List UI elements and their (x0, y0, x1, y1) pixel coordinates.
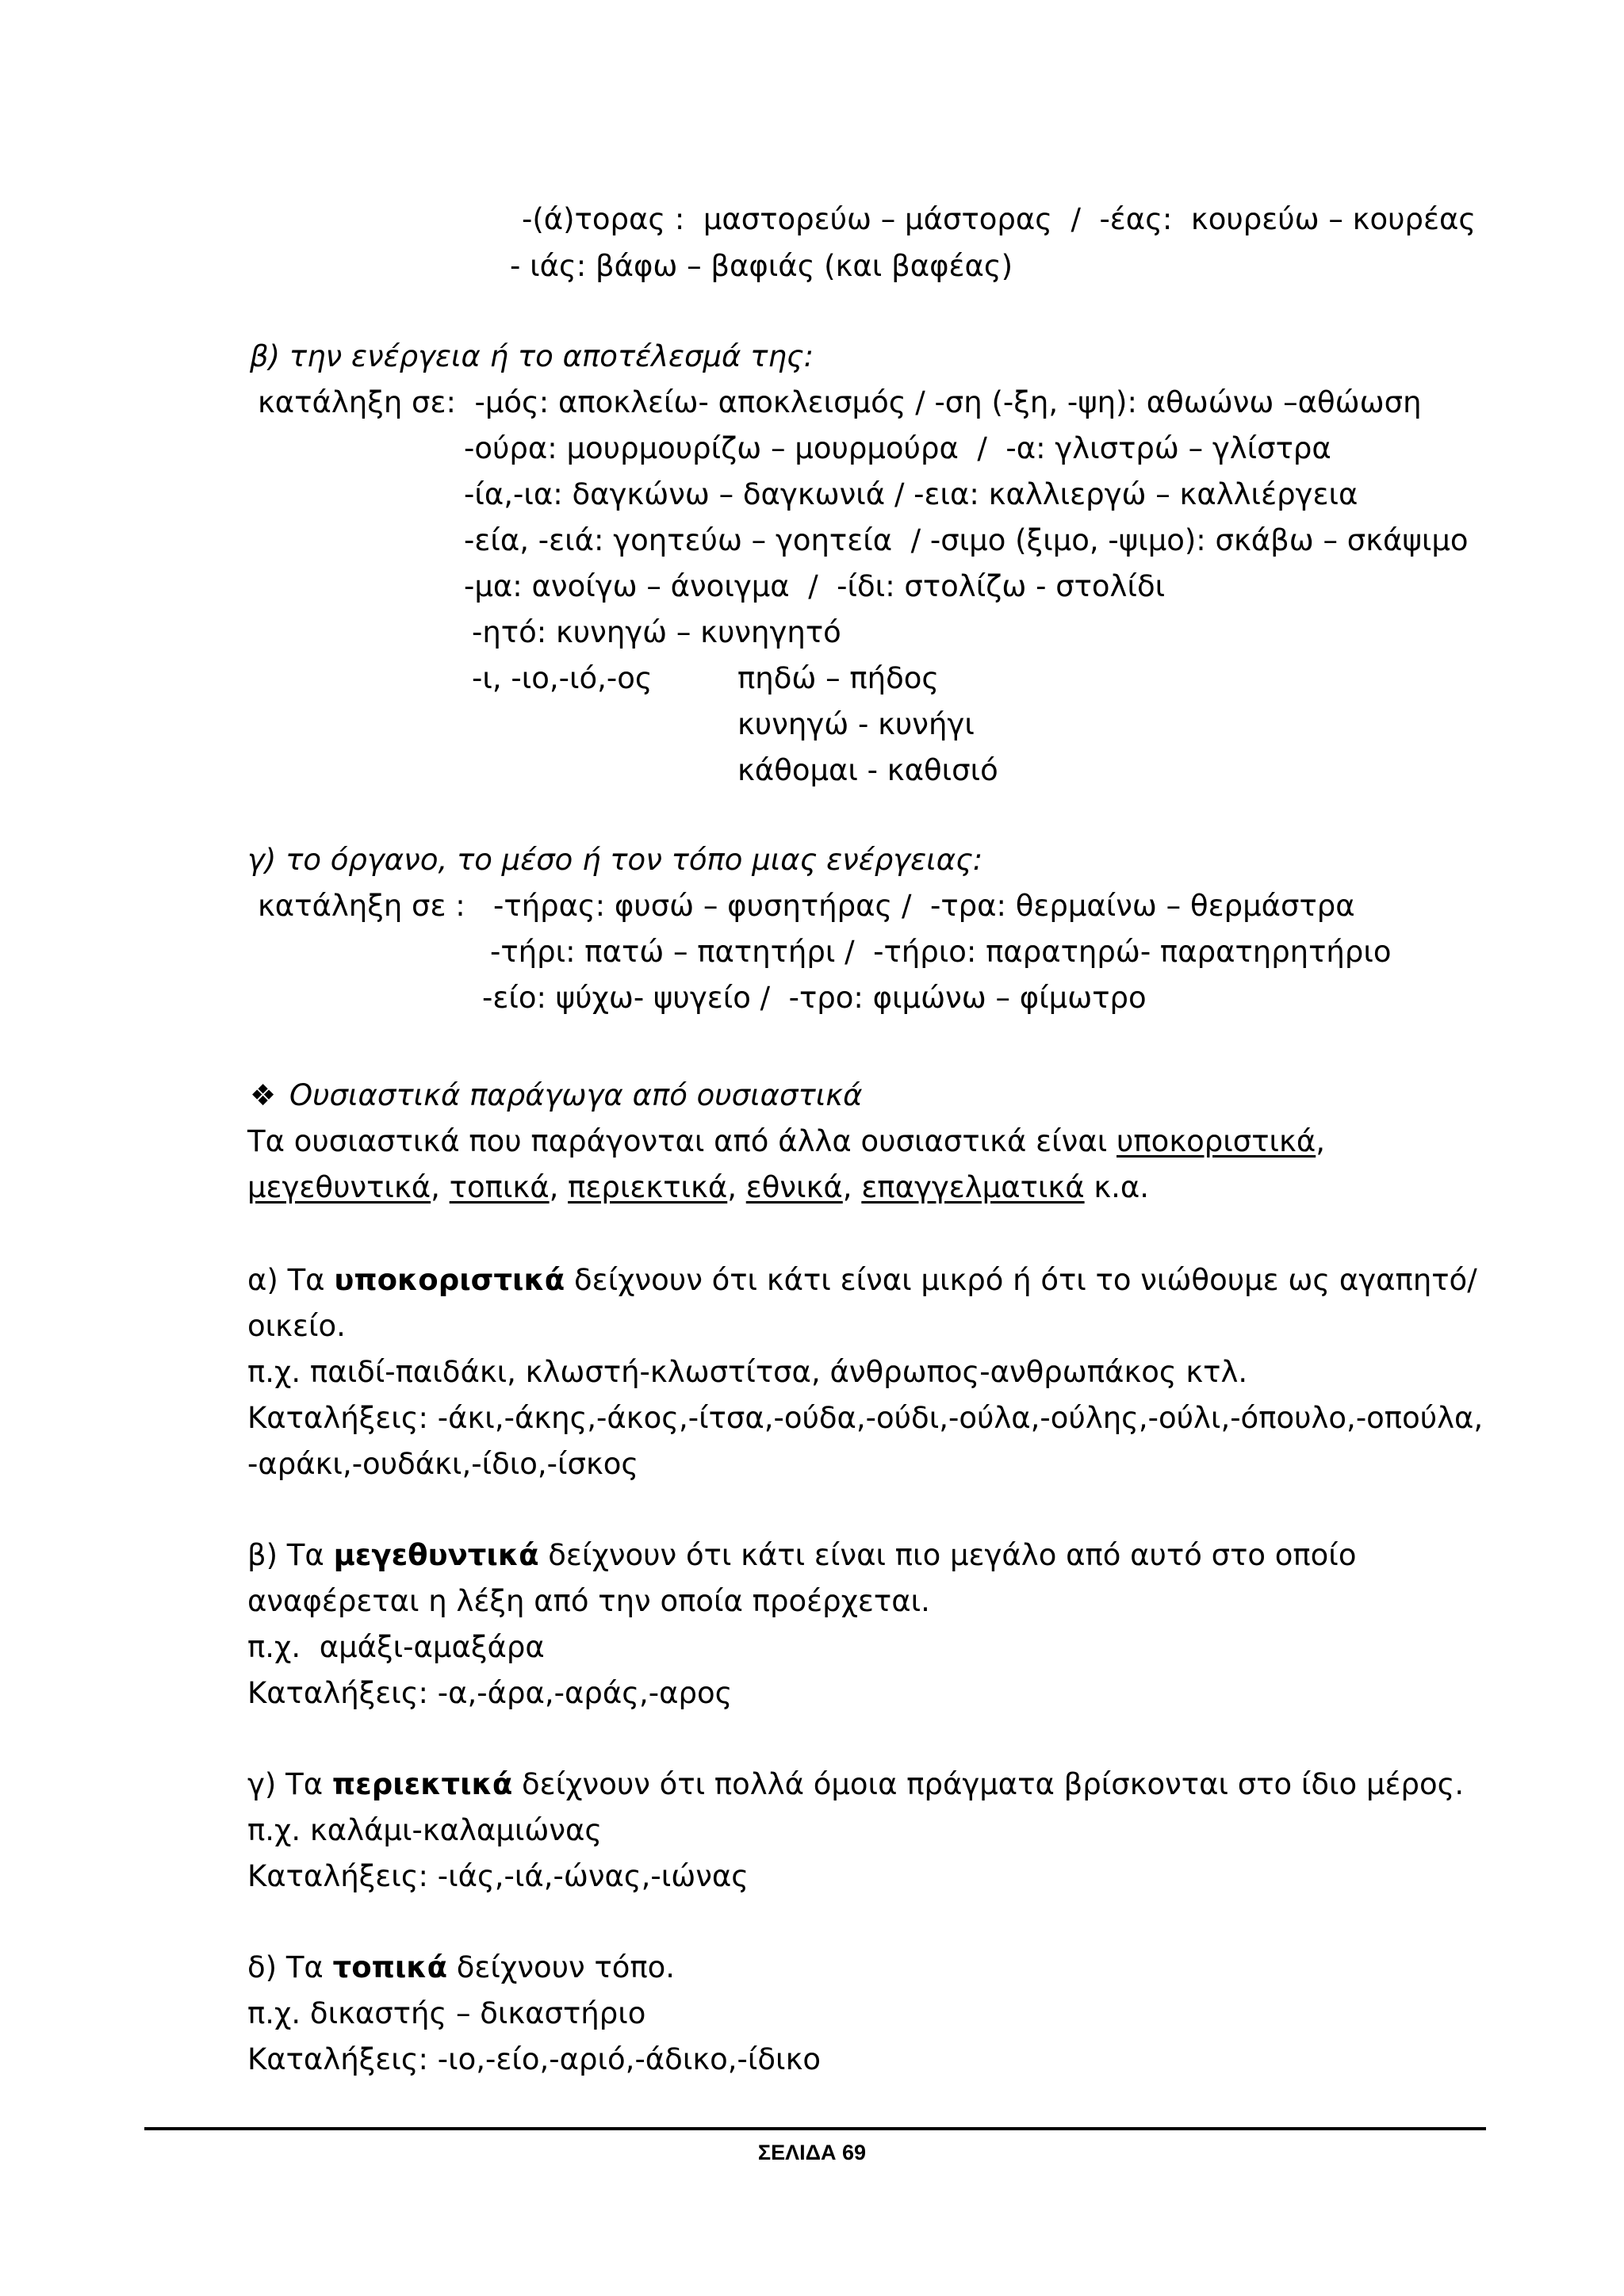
term-local-bold: τοπικά (332, 1950, 448, 1984)
section-b-line-6: -ητό: κυνηγώ – κυνηγητό (472, 615, 841, 649)
term-ethnic: εθνικά (745, 1170, 843, 1204)
augmentatives-example: π.χ. αμάξι-αμαξάρα (247, 1630, 545, 1664)
nouns-from-nouns-types: μεγεθυντικά, τοπικά, περιεκτικά, εθνικά, επαγγελματικά κ.α. (247, 1170, 1150, 1204)
section-b-line-2: -ούρα: μουρμουρίζω – μουρμούρα / -α: γλιστρώ – γλίστρα (464, 431, 1331, 465)
section-c-heading: γ) το όργανο, το μέσο ή τον τόπο μιας ενέργειας: (247, 843, 983, 877)
diminutives-line-1: α) Τα υποκοριστικά δείχνουν ότι κάτι είναι μικρό ή ότι το νιώθουμε ως αγαπητό/ (247, 1263, 1477, 1297)
term-local: τοπικά (449, 1170, 550, 1204)
page-number: ΣΕΛΙΔΑ 69 (757, 2141, 867, 2164)
section-c-line-3: -είο: ψύχω- ψυγείο / -τρο: φιμώνω – φίμωτρο (482, 981, 1147, 1015)
term-professional: επαγγελματικά (861, 1170, 1085, 1204)
section-b-line-9: κάθομαι - καθισιό (737, 753, 998, 787)
section-c-line-1: κατάληξη σε : -τήρας: φυσώ – φυσητήρας / -τρα: θερμαίνω – θερμάστρα (258, 889, 1355, 923)
section-b-line-4: -εία, -ειά: γοητεύω – γοητεία / -σιμο (ξιμο, -ψιμο): σκάβω – σκάψιμο (464, 523, 1469, 557)
diminutives-endings-1: Καταλήξεις: -άκι,-άκης,-άκος,-ίτσα,-ούδα,-ούδι,-ούλα,-ούλης,-ούλι,-όπουλο,-οπούλα, (247, 1401, 1484, 1435)
term-collective-bold: περιεκτικά (331, 1767, 513, 1801)
locals-line-1: δ) Τα τοπικά δείχνουν τόπο. (247, 1950, 676, 1984)
diamond-bullet-icon: ❖ (250, 1078, 277, 1112)
section-b-line-8: κυνηγώ - κυνήγι (737, 707, 975, 741)
augmentatives-line-2: αναφέρεται η λέξη από την οποία προέρχεται. (247, 1584, 930, 1618)
locals-endings: Καταλήξεις: -ιο,-είο,-αριό,-άδικο,-ίδικο (247, 2042, 822, 2076)
augmentatives-line-1: β) Τα μεγεθυντικά δείχνουν ότι κάτι είναι πιο μεγάλο από αυτό στο οποίο (247, 1538, 1357, 1572)
section-b-heading: β) την ενέργεια ή το αποτέλεσμά της: (250, 339, 814, 373)
term-augmentative: μεγεθυντικά (247, 1170, 431, 1204)
section-b-line-5: -μα: ανοίγω – άνοιγμα / -ίδι: στολίζω - στολίδι (464, 569, 1166, 603)
section-b-line-7-example: πηδώ – πήδος (737, 661, 940, 695)
collectives-endings: Καταλήξεις: -ιάς,-ιά,-ώνας,-ιώνας (247, 1859, 749, 1893)
term-collective: περιεκτικά (568, 1170, 728, 1204)
locals-example: π.χ. δικαστής – δικαστήριο (247, 1996, 646, 2030)
agent-nouns-line-1: -(ά)τορας : μαστορεύω – μάστορας / -έας: κουρεύω – κουρέας (522, 202, 1477, 236)
section-c-line-2: -τήρι: πατώ – πατητήρι / -τήριο: παρατηρώ- παρατηρητήριο (490, 935, 1392, 969)
nouns-from-nouns-heading: ❖ Ουσιαστικά παράγωγα από ουσιαστικά (250, 1078, 863, 1112)
diminutives-endings-2: -αράκι,-ουδάκι,-ίδιο,-ίσκος (247, 1447, 639, 1481)
term-diminutive-bold: υποκοριστικά (334, 1263, 565, 1297)
diminutives-line-2: οικείο. (247, 1309, 346, 1343)
collectives-example: π.χ. καλάμι-καλαμιώνας (247, 1813, 603, 1847)
agent-nouns-line-2: - ιάς: βάφω – βαφιάς (και βαφέας) (510, 249, 1013, 283)
term-augmentative-bold: μεγεθυντικά (333, 1538, 539, 1572)
section-b-line-7-suffix: -ι, -ιο,-ιό,-ος (472, 661, 653, 695)
section-b-line-1: κατάληξη σε: -μός: αποκλείω- αποκλεισμός / -ση (-ξη, -ψη): αθωώνω –αθώωση (258, 385, 1422, 419)
augmentatives-endings: Καταλήξεις: -α,-άρα,-αράς,-αρος (247, 1676, 733, 1710)
collectives-line-1: γ) Τα περιεκτικά δείχνουν ότι πολλά όμοια πράγματα βρίσκονται στο ίδιο μέρος. (247, 1767, 1465, 1801)
footer-divider (144, 2127, 1486, 2130)
nouns-from-nouns-intro: Τα ουσιαστικά που παράγονται από άλλα ουσιαστικά είναι υποκοριστικά, (247, 1124, 1335, 1158)
section-b-line-3: -ία,-ια: δαγκώνω – δαγκωνιά / -εια: καλλιεργώ – καλλιέργεια (464, 477, 1358, 511)
term-diminutive: υποκοριστικά (1116, 1124, 1316, 1158)
diminutives-example: π.χ. παιδί-παιδάκι, κλωστή-κλωστίτσα, άνθρωπος-ανθρωπάκος κτλ. (247, 1355, 1248, 1389)
